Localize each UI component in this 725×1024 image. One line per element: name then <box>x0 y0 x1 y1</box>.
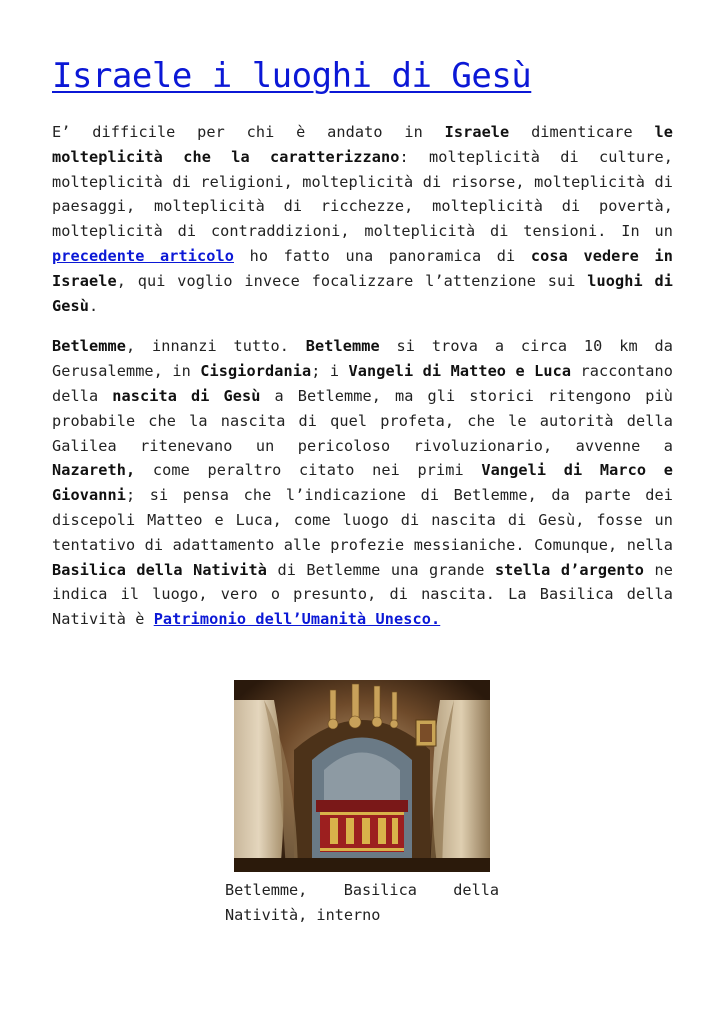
body-text: ; si pensa che l’indicazione di Betlemme, da parte dei discepoli Matteo e Luca, come luogo di nascita di Gesù, fosse un tentativo di adattamento alle profezie messianiche. Comunque, nella <box>52 486 673 554</box>
article-title-link[interactable]: Israele i luoghi di Gesù <box>52 56 532 96</box>
bold-text: Cisgiordania <box>200 362 312 381</box>
bold-text: Vangeli di Marco e Giovanni <box>52 461 673 505</box>
body-text: ne indica il luogo, vero o presunto, di nascita. La Basilica della Natività è <box>52 560 673 629</box>
bold-text: Israele <box>444 123 510 141</box>
article <box>52 54 673 648</box>
figure-caption: Betlemme, Basilica della Natività, interno <box>225 881 499 924</box>
body-text: . <box>88 296 99 315</box>
bold-text: le molteplicità che la caratterizzano <box>52 123 673 166</box>
body-text: raccontano della <box>52 362 673 405</box>
body-text: : molteplicità di culture, molteplicità di religioni, molteplicità di risorse, molteplicità di paesaggi, molteplicità di ricchezze, molteplicità di povertà, molteplicità di contraddizioni, molteplicità di tensioni. In un <box>52 147 673 241</box>
article-title <box>52 54 673 98</box>
bold-text: Betlemme <box>305 337 380 356</box>
bold-text: Vangeli di Matteo e Luca <box>348 362 572 381</box>
bold-text: Basilica della Natività <box>52 560 268 579</box>
figure <box>225 680 501 928</box>
body-text: , qui voglio invece focalizzare l’attenzione sui <box>116 271 588 290</box>
body-text: si trova a circa 10 km da Gerusalemme, in <box>52 337 673 381</box>
body-text: ; i <box>311 362 349 381</box>
body-text: come peraltro citato nei primi <box>135 461 482 480</box>
inline-link[interactable]: Patrimonio dell’Umanità Unesco. <box>153 610 441 629</box>
body-text: a Betlemme, ma gli storici ritengono più probabile che la nascita di quel profeta, che le autorità della Galilea ritenevano un pericoloso rivoluzionario, avvenne a <box>52 386 673 455</box>
bold-text: luoghi di Gesù <box>52 271 673 315</box>
bold-text: stella d’argento <box>494 560 645 579</box>
body-text: ho fatto una panoramica di <box>233 246 531 265</box>
bold-text: Nazareth, <box>52 461 136 480</box>
paragraph-intro <box>52 120 673 318</box>
body-text: , innanzi tutto. <box>125 337 306 356</box>
paragraph-betlemme <box>52 334 673 632</box>
body-text: di Betlemme una grande <box>267 560 495 579</box>
bold-text: nascita di Gesù <box>112 386 261 405</box>
bold-text: Betlemme <box>52 337 126 356</box>
body-text: E’ difficile per chi è andato in <box>52 123 445 141</box>
basilica-nativity-photo <box>234 680 490 872</box>
inline-link[interactable]: precedente articolo <box>52 246 234 265</box>
bold-text: cosa vedere in Israele <box>52 246 673 290</box>
body-text: dimenticare <box>509 123 655 141</box>
